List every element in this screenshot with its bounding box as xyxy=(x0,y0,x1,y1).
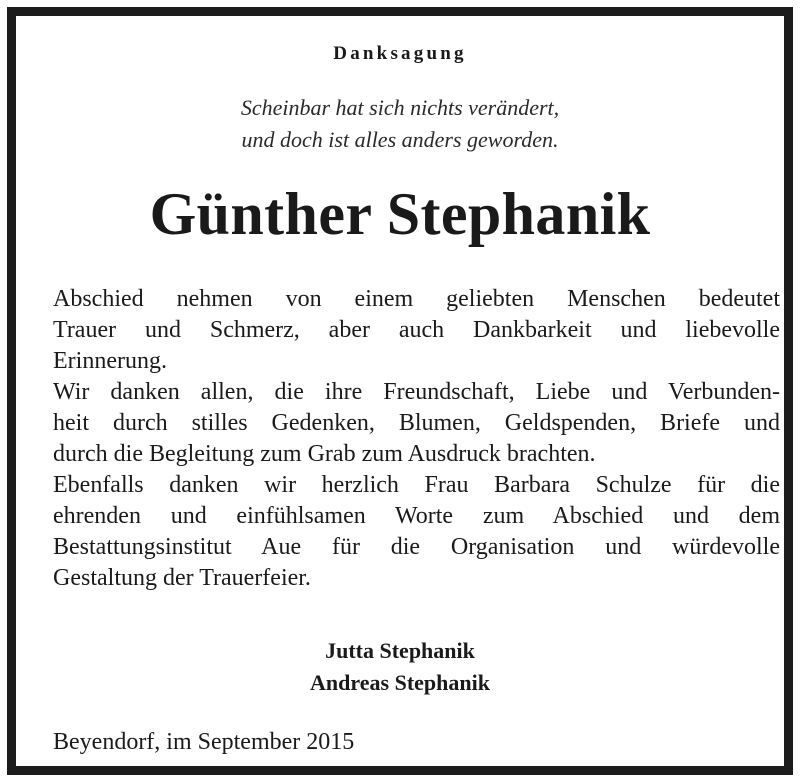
body-line: Ebenfalls danken wir herzlich Frau Barbara Schulze für die xyxy=(53,472,780,498)
body-line: Abschied nehmen von einem geliebten Menschen bedeutet xyxy=(53,286,780,312)
motto-quote xyxy=(16,92,784,156)
signature-name: Andreas Stephanik xyxy=(310,670,490,695)
body-line: Trauer und Schmerz, aber auch Dankbarkeit und liebevolle xyxy=(53,317,780,343)
body-line: heit durch stilles Gedenken, Blumen, Geldspenden, Briefe und xyxy=(53,410,780,436)
notice-heading: Danksagung xyxy=(333,43,467,64)
body-line: durch die Begleitung zum Grab zum Ausdruck brachten. xyxy=(53,441,596,467)
notice-frame xyxy=(7,7,793,775)
motto-line: und doch ist alles anders geworden. xyxy=(241,127,559,152)
body-line: ehrenden und einfühlsamen Worte zum Abschied und dem xyxy=(53,503,780,529)
body-line: Wir danken allen, die ihre Freundschaft, Liebe und Verbunden- xyxy=(53,379,780,405)
deceased-name: Günther Stephanik xyxy=(149,181,651,247)
signature-name: Jutta Stephanik xyxy=(325,638,475,663)
motto-line: Scheinbar hat sich nichts verändert, xyxy=(240,95,560,120)
signatures xyxy=(16,635,784,699)
body-line: Gestaltung der Trauerfeier. xyxy=(53,565,311,591)
body-line: Erinnerung. xyxy=(53,348,167,374)
notice-body xyxy=(53,284,780,594)
body-line: Bestattungsinstitut Aue für die Organisation und würdevolle xyxy=(53,534,780,560)
place-date: Beyendorf, im September 2015 xyxy=(53,729,355,755)
